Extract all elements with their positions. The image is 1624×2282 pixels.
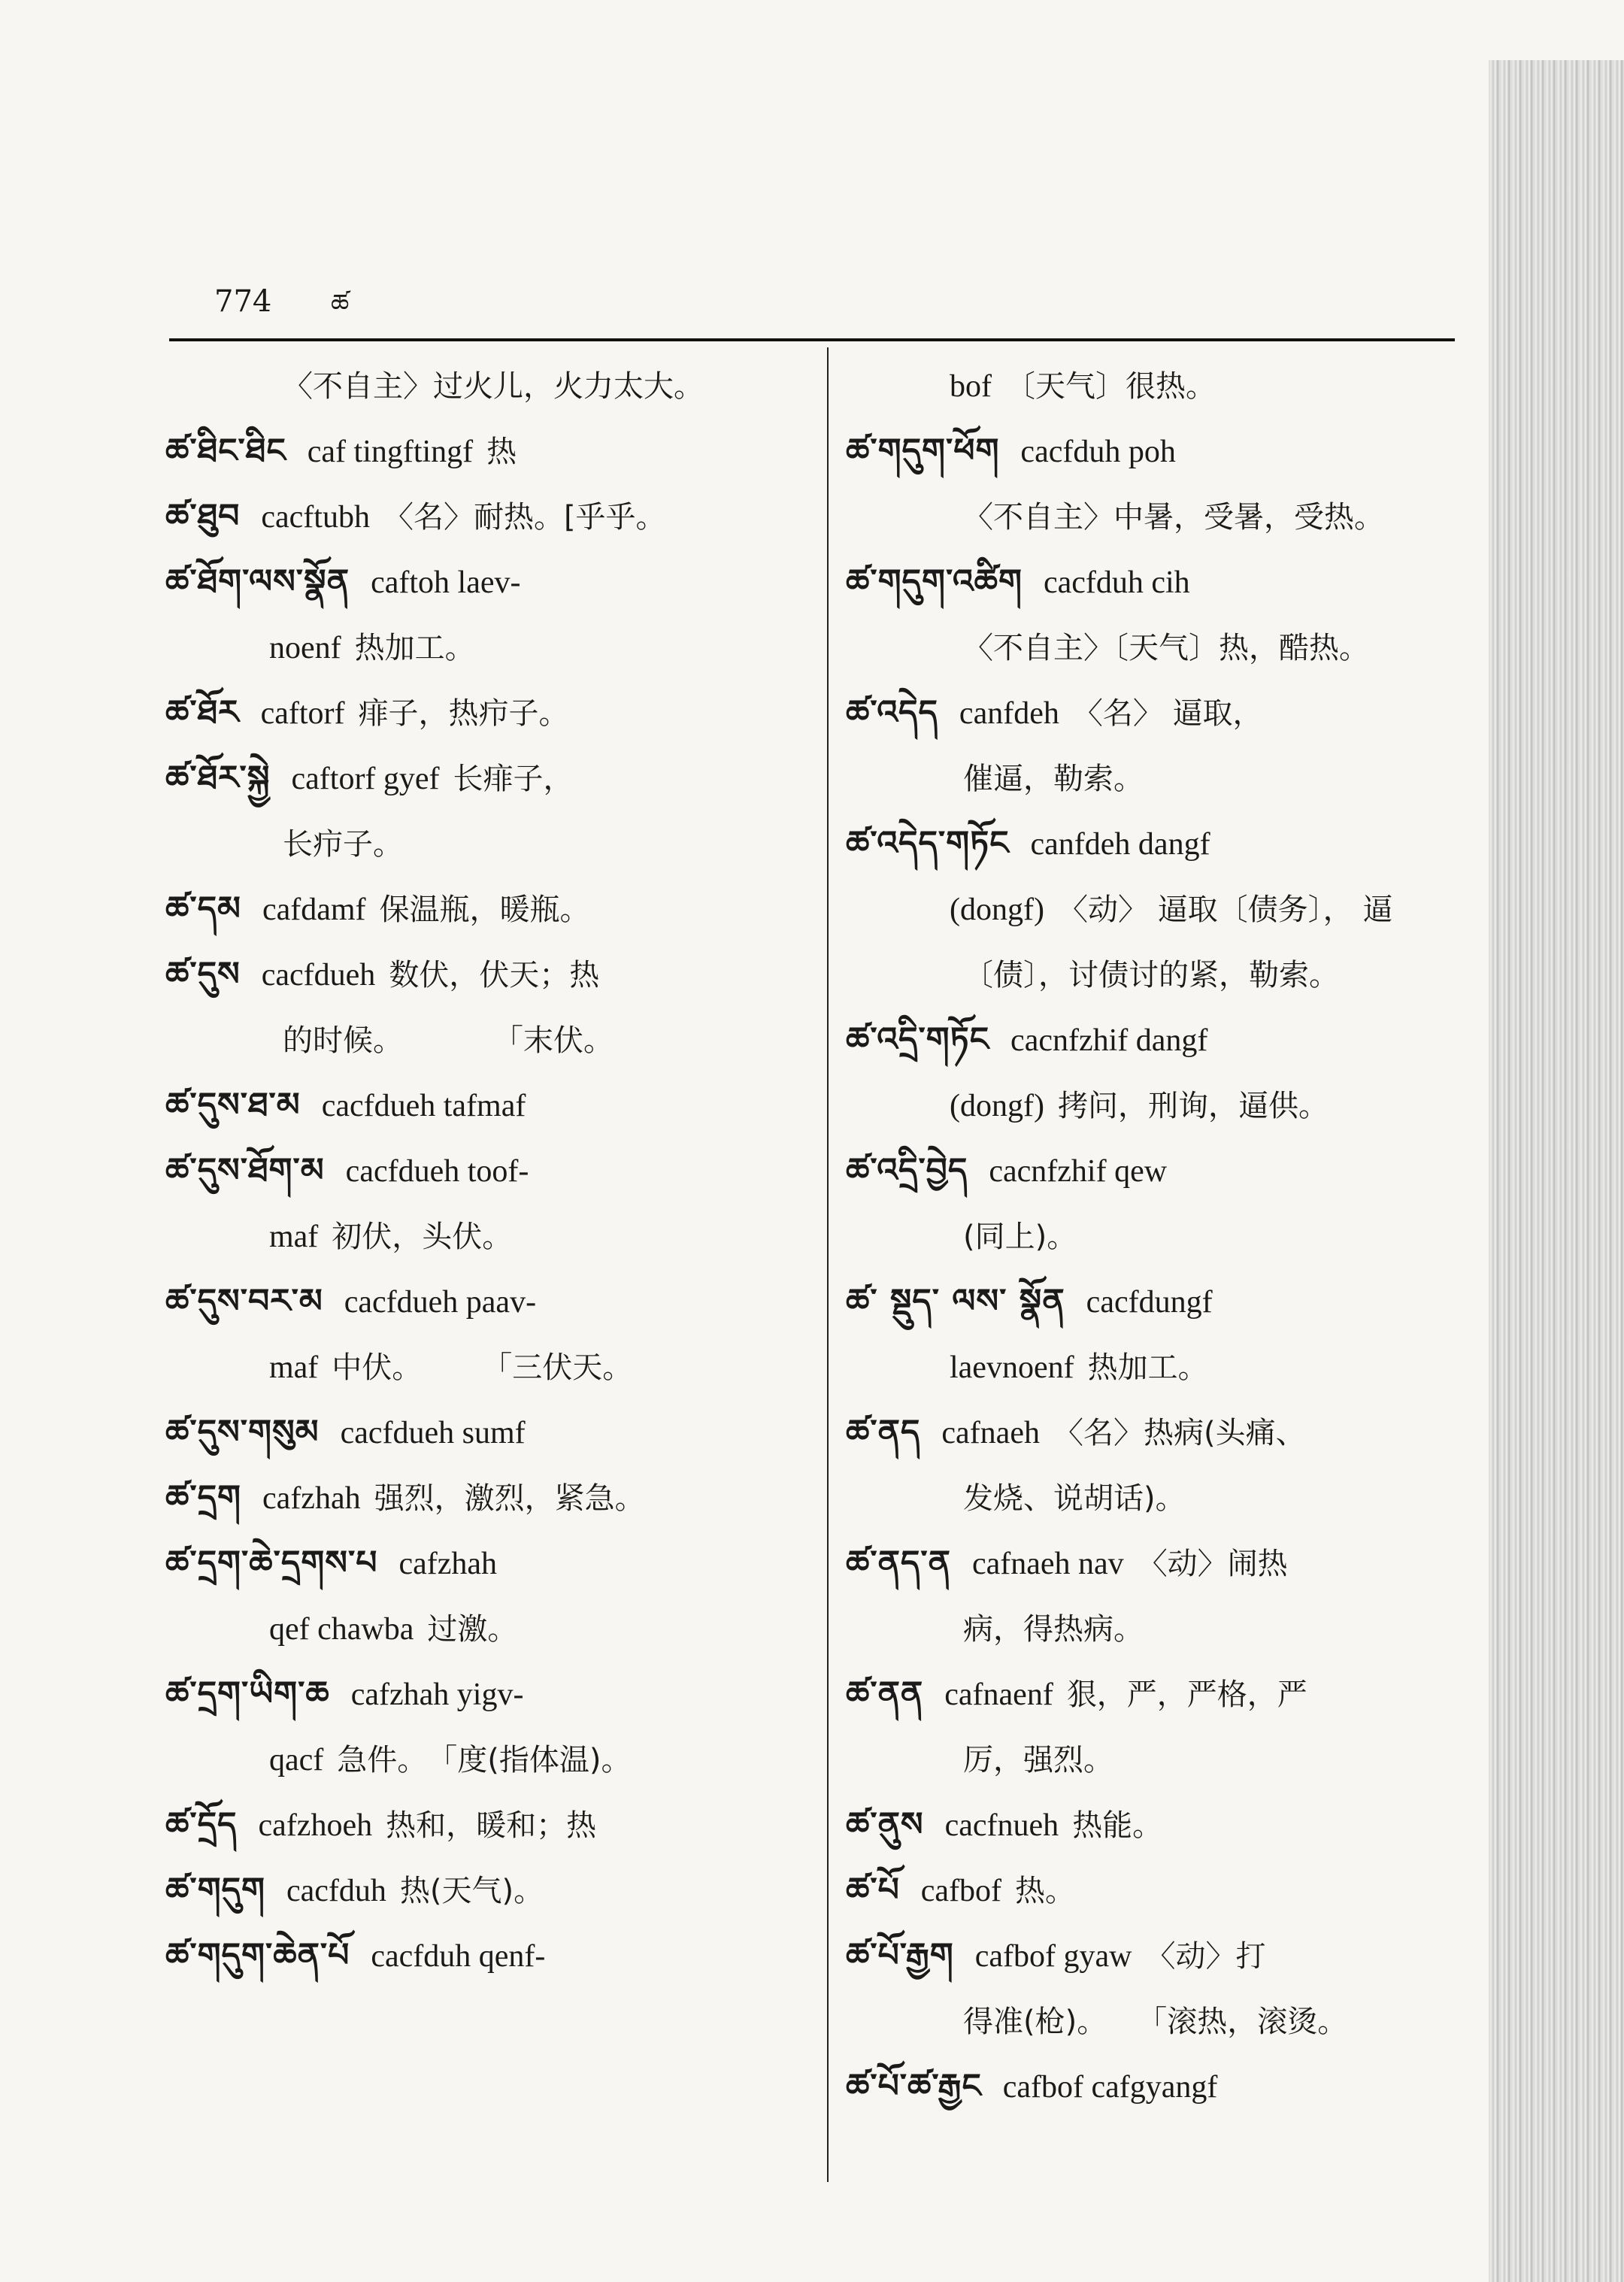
romanization: cafnaeh nav: [971, 1547, 1124, 1581]
romanization: cafbof: [920, 1874, 1002, 1908]
dictionary-entry: [846, 1073, 1470, 1138]
definition: 〈动〉 逼取〔债务〕， 逼: [1057, 892, 1393, 927]
definition: 拷问，刑询，逼供。: [1057, 1089, 1329, 1123]
tibetan-headword: ཚ་འདེད: [846, 693, 938, 732]
dictionary-entry: [846, 353, 1470, 419]
romanization: cafnaeh: [941, 1416, 1040, 1450]
definition: 厉，强烈。: [963, 1743, 1113, 1777]
left-column: [165, 353, 812, 1989]
definition: 〈动〉打: [1145, 1939, 1266, 1974]
tibetan-headword: ཚ་འདེད་གཏོང: [846, 824, 1010, 862]
dictionary-entry: [846, 1662, 1470, 1727]
tibetan-headword: ཚ་གདུག་ཕོག: [846, 432, 1000, 470]
tibetan-headword: ཚ་དུས་གསུམ: [165, 1413, 320, 1451]
tibetan-headword: ཚ་ནད: [846, 1413, 921, 1451]
dictionary-entry: [165, 550, 812, 615]
tibetan-headword: ཚ་གདུག་ཆེན་པོ: [165, 1936, 350, 1974]
dictionary-entry: [846, 1858, 1470, 1923]
definition: 热。: [1015, 1874, 1076, 1908]
definition: 热加工。: [354, 631, 475, 665]
romanization: cacfnueh: [944, 1808, 1059, 1843]
romanization: (dongf): [950, 892, 1044, 927]
page-number: 774: [214, 284, 272, 319]
romanization: cafbof gyaw: [974, 1939, 1132, 1974]
definition: 长痱子，: [453, 762, 574, 796]
tibetan-headword: ཚ་ཐོག་ལས་སྣོན: [165, 562, 350, 601]
romanization: cacfdueh: [261, 958, 376, 993]
tibetan-headword: ཚ་ནད་ན: [846, 1544, 951, 1582]
dictionary-entry: [165, 1662, 812, 1727]
dictionary-entry: [846, 1727, 1470, 1793]
romanization: cacfdueh tafmaf: [321, 1089, 526, 1123]
tibetan-headword: ཚ་དྲག: [165, 1478, 242, 1517]
tibetan-headword: ཚ་པོ་རྒྱག: [846, 1936, 954, 1974]
romanization: qacf: [269, 1743, 324, 1777]
dictionary-entry: [846, 1269, 1470, 1335]
dictionary-entry: [846, 811, 1470, 877]
definition: 热: [486, 435, 517, 469]
tibetan-headword: ཚ་ཐུབ: [165, 497, 241, 535]
definition: 〈名〉 逼取，: [1072, 696, 1263, 731]
tibetan-headword: ཚ་ནུས: [846, 1805, 924, 1844]
dictionary-entry: [165, 1138, 812, 1204]
definition: 数伏，伏天；热: [389, 958, 600, 993]
definition: 保温瓶，暖瓶。: [379, 892, 590, 927]
definition: 中伏。 「三伏天。: [332, 1350, 633, 1385]
dictionary-entry: [165, 746, 812, 811]
tibetan-headword: ཚ་དུས: [165, 955, 241, 993]
dictionary-entry: [846, 1400, 1470, 1465]
romanization: cacfdueh toof-: [345, 1154, 529, 1189]
book-spine-shadow: [1489, 60, 1624, 2282]
romanization: cacfduh qenf-: [371, 1939, 546, 1974]
definition: 过激。: [427, 1612, 518, 1647]
definition: 的时候。 「末伏。: [283, 1023, 614, 1058]
dictionary-entry: [846, 746, 1470, 811]
dictionary-entry: [165, 1923, 812, 1989]
dictionary-entry: [846, 419, 1470, 484]
definition: 长疖子。: [283, 827, 403, 862]
tibetan-headword: ཚ་དྲག་ཡིག་ཆ: [165, 1674, 330, 1713]
definition: 初伏，头伏。: [332, 1220, 513, 1254]
dictionary-entry: [165, 353, 812, 419]
romanization: (dongf): [950, 1089, 1044, 1123]
dictionary-entry: [846, 550, 1470, 615]
tibetan-headword: ཚ་པོ་ཚ་རྒྱང: [846, 2067, 982, 2105]
definition: 〈动〉闹热: [1137, 1547, 1288, 1581]
definition: 〈名〉热病(头痛、: [1053, 1416, 1306, 1450]
tibetan-headword: ཚ་འདྲི་གཏོང: [846, 1020, 990, 1059]
dictionary-entry: [165, 680, 812, 746]
definition: 催逼，勒索。: [963, 762, 1144, 796]
tibetan-headword: ཚ་པོ: [846, 1871, 900, 1909]
romanization: caftorf gyef: [291, 762, 440, 796]
romanization: canfdeh: [959, 696, 1059, 731]
romanization: maf: [269, 1220, 319, 1254]
tibetan-headword: ཚ་དམ: [165, 889, 241, 928]
tibetan-headword: ཚ་དུས་ཐ་མ: [165, 1086, 301, 1124]
tibetan-headword: ཚ་གདུག: [165, 1871, 265, 1909]
dictionary-entry: [846, 2054, 1470, 2120]
definition: 热和，暖和；热: [386, 1808, 597, 1843]
romanization: noenf: [269, 631, 341, 665]
dictionary-entry: [165, 1858, 812, 1923]
dictionary-entry: [165, 877, 812, 942]
header-rule: [169, 338, 1455, 341]
romanization: canfdeh dangf: [1030, 827, 1210, 862]
romanization: qef chawba: [269, 1612, 414, 1647]
romanization: cafbof cafgyangf: [1002, 2070, 1218, 2105]
dictionary-entry: [846, 615, 1470, 680]
dictionary-entry: [165, 484, 812, 550]
definition: 〔天气〕很热。: [1005, 369, 1216, 404]
dictionary-entry: [165, 1400, 812, 1465]
definition: (同上)。: [963, 1220, 1077, 1254]
romanization: cacfdungf: [1086, 1285, 1213, 1320]
romanization: cafzhah: [398, 1547, 497, 1581]
romanization: cacfdueh paav-: [344, 1285, 537, 1320]
dictionary-entry: [846, 1923, 1470, 1989]
romanization: cafzhoeh: [258, 1808, 373, 1843]
romanization: caf tingftingf: [307, 435, 474, 469]
dictionary-entry: [846, 877, 1470, 942]
romanization: bof: [950, 369, 992, 404]
right-column: [846, 353, 1470, 2120]
dictionary-entry: [165, 419, 812, 484]
definition: 〈不自主〉中暑，受暑，受热。: [963, 500, 1384, 535]
definition: 〈不自主〉过火儿，火力太大。: [283, 369, 704, 404]
romanization: cacnfzhif qew: [989, 1154, 1168, 1189]
tibetan-headword: ཚ་དུས་བར་མ: [165, 1282, 323, 1320]
dictionary-entry: [846, 942, 1470, 1008]
dictionary-entry: [846, 484, 1470, 550]
dictionary-entry: [846, 1465, 1470, 1531]
dictionary-entry: [846, 1531, 1470, 1596]
dictionary-entry: [165, 1727, 812, 1793]
romanization: cafzhah yigv-: [350, 1677, 524, 1712]
romanization: cafnaenf: [944, 1677, 1053, 1712]
dictionary-entry: [846, 1989, 1470, 2054]
dictionary-entry: [846, 1793, 1470, 1858]
tibetan-headword: ཚ་གདུག་འཚིག: [846, 562, 1023, 601]
tibetan-headword: ཚ་དྲོད: [165, 1805, 238, 1844]
romanization: cacfduh cih: [1043, 565, 1190, 600]
dictionary-entry: [165, 1204, 812, 1269]
tibetan-headword: ཚ་དུས་ཐོག་མ: [165, 1151, 325, 1189]
definition: 热能。: [1072, 1808, 1163, 1843]
definition: 热加工。: [1087, 1350, 1208, 1385]
romanization: laevnoenf: [950, 1350, 1074, 1385]
dictionary-entry: [165, 1073, 812, 1138]
romanization: cacfdueh sumf: [340, 1416, 526, 1450]
tibetan-headword: ཚ་ སྡུད་ ལས་ སྣོན: [846, 1282, 1065, 1320]
definition: 强烈，激烈，紧急。: [374, 1481, 645, 1516]
tibetan-headword: ཚ་ཐིང་ཐིང: [165, 432, 286, 470]
dictionary-entry: [165, 1465, 812, 1531]
dictionary-entry: [165, 1596, 812, 1662]
definition: 发烧、说胡话)。: [963, 1481, 1186, 1516]
header-letter: ཚ: [331, 289, 350, 319]
romanization: cacfduh: [286, 1874, 386, 1908]
dictionary-entry: [165, 1531, 812, 1596]
definition: 〈名〉耐热。[乎乎。: [383, 500, 666, 535]
tibetan-headword: ཚ་འདྲི་བྱེད: [846, 1151, 968, 1189]
dictionary-entry: [165, 1793, 812, 1858]
definition: 〔债〕，讨债讨的紧，勒索。: [963, 958, 1339, 993]
dictionary-entry: [846, 1204, 1470, 1269]
dictionary-entry: [846, 1008, 1470, 1073]
definition: 得准(枪)。 「滚热，滚烫。: [963, 2005, 1348, 2039]
definition: 痱子，热疖子。: [358, 696, 569, 731]
romanization: cacnfzhif dangf: [1010, 1023, 1208, 1058]
romanization: cafdamf: [262, 892, 366, 927]
dictionary-entry: [165, 811, 812, 877]
dictionary-entry: [846, 1138, 1470, 1204]
column-divider: [827, 347, 829, 2182]
romanization: cacftubh: [261, 500, 370, 535]
dictionary-entry: [846, 1335, 1470, 1400]
romanization: caftoh laev-: [371, 565, 521, 600]
tibetan-headword: ཚ་ཐོར: [165, 693, 240, 732]
dictionary-entry: [165, 615, 812, 680]
romanization: cafzhah: [262, 1481, 361, 1516]
definition: 病，得热病。: [963, 1612, 1144, 1647]
romanization: maf: [269, 1350, 319, 1385]
romanization: caftorf: [260, 696, 345, 731]
tibetan-headword: ཚ་ནན: [846, 1674, 924, 1713]
dictionary-entry: [165, 1269, 812, 1335]
definition: 急件。 「度(指体温)。: [337, 1743, 632, 1777]
dictionary-entry: [846, 1596, 1470, 1662]
definition: 热(天气)。: [399, 1874, 544, 1908]
dictionary-entry: [165, 1335, 812, 1400]
dictionary-entry: [165, 942, 812, 1008]
romanization: cacfduh poh: [1020, 435, 1176, 469]
definition: 〈不自主〉〔天气〕热，酷热。: [963, 631, 1369, 665]
definition: 狠，严，严格，严: [1066, 1677, 1307, 1712]
dictionary-entry: [846, 680, 1470, 746]
tibetan-headword: ཚ་ཐོར་སྐྱེ: [165, 759, 271, 797]
dictionary-entry: [165, 1008, 812, 1073]
tibetan-headword: ཚ་དྲག་ཆེ་དྲགས་པ: [165, 1544, 378, 1582]
